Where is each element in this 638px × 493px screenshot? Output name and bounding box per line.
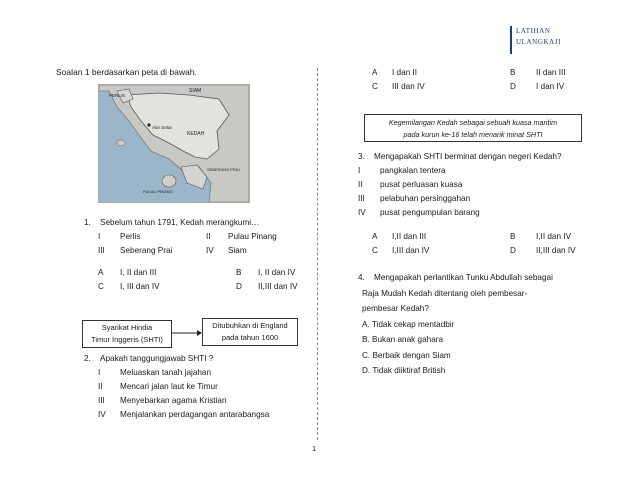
langkawi-island: [117, 140, 125, 146]
question-2: [84, 352, 314, 422]
q3-item: pusat pengumpulan barang: [380, 208, 480, 217]
q2-item: Mencari jalan laut ke Timur: [120, 382, 218, 391]
q2-option-value: I dan II: [392, 68, 418, 77]
q1-option-key[interactable]: C: [98, 282, 104, 291]
question-1: [84, 216, 314, 294]
shti-box-line: Syarikat Hindia: [101, 323, 153, 332]
q3-option-value: I,III dan IV: [392, 246, 430, 255]
q1-item: Siam: [228, 246, 247, 255]
q3-item-row: [358, 164, 598, 178]
q1-item: Pulau Pinang: [228, 232, 277, 241]
q1-item: Perlis: [120, 232, 141, 241]
q3-option-key[interactable]: C: [372, 246, 378, 255]
q2-option-value: I dan IV: [536, 82, 565, 91]
q2-option-key[interactable]: D: [510, 82, 516, 91]
q2-roman: I: [98, 368, 101, 377]
q3-roman: I: [358, 166, 361, 175]
q2-item-row: [98, 394, 314, 408]
q4-text-line: Mengapakah perlantikan Tunku Abdullah sebagai: [374, 273, 553, 282]
q3-option-value: I,II dan IV: [536, 232, 572, 241]
q1-item-row: [98, 244, 314, 258]
q2-roman: III: [98, 396, 105, 405]
shti-box: [82, 320, 172, 348]
q1-option-key[interactable]: B: [236, 268, 242, 277]
q4-option[interactable]: C. Berbaik dengan Siam: [362, 350, 451, 360]
q3-number: 3.: [358, 152, 365, 161]
q4-option[interactable]: A. Tidak cekap mentadbir: [362, 319, 455, 329]
kedah-map: [98, 84, 250, 203]
q2-number: 2.: [84, 354, 91, 363]
q3-item-row: [358, 206, 598, 220]
q3-text: Mengapakah SHTI berminat dengan negeri Kedah?: [374, 152, 562, 161]
header-line2: ULANGKAJI: [516, 38, 562, 46]
question-3: [358, 150, 598, 258]
q2-item: Menyebarkan agama Kristian: [120, 396, 227, 405]
q2-option-row: [372, 66, 602, 80]
q3-roman: IV: [358, 208, 366, 217]
q1-option-value: I, II dan III: [120, 268, 157, 277]
q3-option-row: [358, 230, 598, 244]
q1-option-row: [98, 266, 314, 280]
q1-option-value: I, II dan IV: [258, 268, 296, 277]
q4-text-line: pembesar Kedah?: [362, 304, 429, 313]
q1-text: Sebelum tahun 1791, Kedah merangkumi…: [100, 218, 260, 227]
q1-option-key[interactable]: A: [98, 268, 104, 277]
q2-option-row: [372, 80, 602, 94]
q2-roman: II: [98, 382, 103, 391]
map-label-pulau-pinang: PULAU PINANG: [143, 189, 173, 194]
q3-roman: II: [358, 180, 363, 189]
pulau-pinang-island: [162, 175, 176, 187]
q3-item: pangkalan tentera: [380, 166, 446, 175]
q3-item: pelabuhan persinggahan: [380, 194, 471, 203]
q3-option-key[interactable]: B: [510, 232, 516, 241]
q3-option-value: II,III dan IV: [536, 246, 576, 255]
q3-option-key[interactable]: D: [510, 246, 516, 255]
q4-text-line: Raja Mudah Kedah ditentang oleh pembesar-: [362, 288, 528, 298]
kedah-box-line: Kegemilangan Kedah sebagai sebuah kuasa maritim: [388, 118, 558, 127]
q1-roman: II: [206, 232, 211, 241]
q2-options: [372, 66, 602, 94]
arrow-icon: [172, 328, 202, 338]
q3-item-row: [358, 192, 598, 206]
q4-number: 4.: [358, 273, 365, 282]
q4-option[interactable]: D. Tidak diiktiraf British: [362, 366, 446, 375]
q1-option-value: II,III dan IV: [258, 282, 298, 291]
header-tag: [510, 26, 580, 54]
q2-option-key[interactable]: B: [510, 68, 516, 77]
map-label-perlis: PERLIS: [109, 93, 126, 98]
q1-item-row: [98, 230, 314, 244]
q3-option-row: [358, 244, 598, 258]
q3-item: pusat perluasan kuasa: [380, 180, 463, 189]
kedah-box-line: pada kurun ke-16 telah menarik minat SHTI: [403, 130, 543, 139]
england-box: [202, 318, 298, 346]
q2-item-row: [98, 380, 314, 394]
q2-roman: IV: [98, 410, 106, 419]
q3-option-key[interactable]: A: [372, 232, 378, 241]
section-title: Soalan 1 berdasarkan peta di bawah.: [56, 67, 197, 77]
q2-item: Menjalankan perdagangan antarabangsa: [120, 410, 270, 419]
alor-setar-dot: [147, 123, 150, 126]
shti-box-line: Timur Inggeris (SHTI): [91, 335, 163, 344]
q4-option[interactable]: B. Bukan anak gahara: [362, 335, 444, 344]
q2-item: Meluaskan tanah jajahan: [120, 368, 212, 377]
q1-option-key[interactable]: D: [236, 282, 242, 291]
q1-option-value: I, III dan IV: [120, 282, 160, 291]
kedah-statement-box: [364, 114, 582, 142]
q2-option-value: III dan IV: [392, 82, 425, 91]
q3-roman: III: [358, 194, 365, 203]
england-box-line: pada tahun 1600: [221, 333, 279, 342]
map-label-seberang-prai: SEBERANG PRAI: [207, 167, 240, 172]
q3-item-row: [358, 178, 598, 192]
q1-item: Seberang Prai: [120, 246, 173, 255]
q2-option-key[interactable]: C: [372, 82, 378, 91]
q2-text: Apakah tanggungjawab SHTI ?: [100, 354, 214, 363]
map-label-alor-setar: Alor Setar: [152, 125, 173, 130]
q1-roman: III: [98, 246, 105, 255]
q3-option-value: I,II dan III: [392, 232, 427, 241]
england-box-line: Ditubuhkan di England: [212, 321, 288, 330]
q1-number: 1.: [84, 218, 91, 227]
map-label-kedah: KEDAH: [187, 131, 205, 137]
page-number: 1: [312, 444, 317, 453]
q2-option-value: II dan III: [536, 68, 566, 77]
q1-option-row: [98, 280, 314, 294]
question-4: [358, 270, 598, 379]
q2-item-row: [98, 408, 314, 422]
map-label-siam: SIAM: [189, 88, 202, 94]
q1-roman: IV: [206, 246, 214, 255]
header-line1: LATIHAN: [516, 27, 551, 35]
q2-option-key[interactable]: A: [372, 68, 378, 77]
q1-roman: I: [98, 232, 101, 241]
column-divider: [317, 68, 318, 440]
q2-item-row: [98, 366, 314, 380]
